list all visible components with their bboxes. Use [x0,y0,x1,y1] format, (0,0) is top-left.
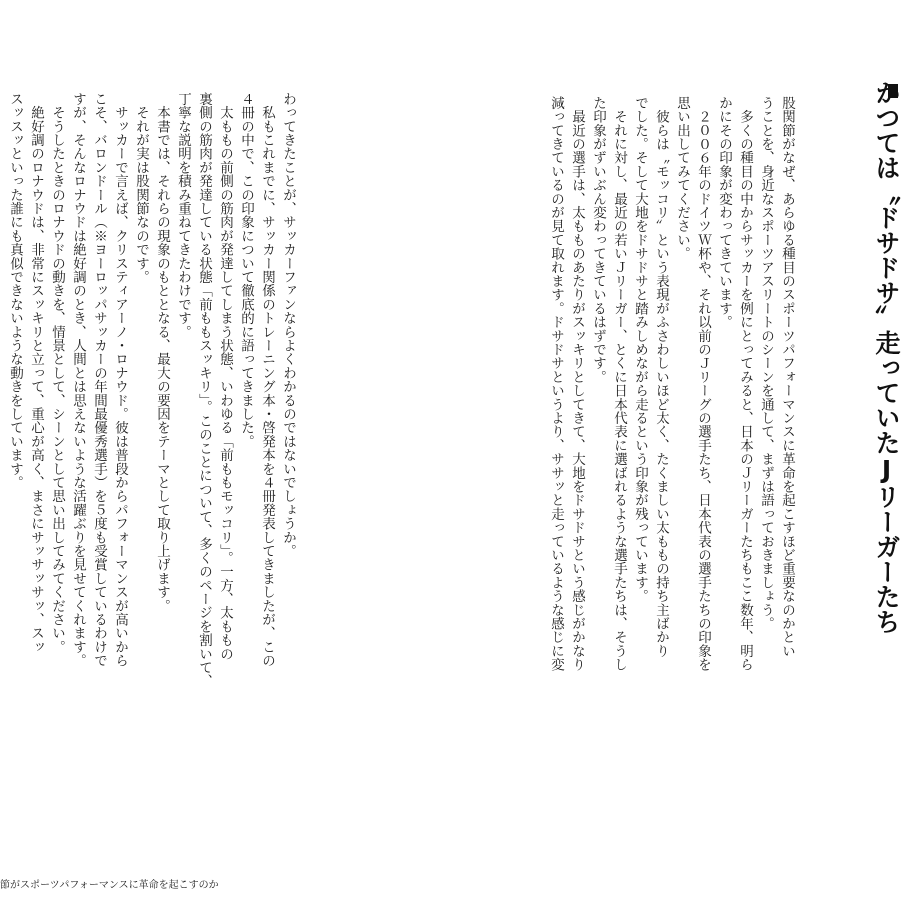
right-page-body [545,96,797,776]
text-line: 股関節がなぜ、あらゆる種目のスポーツパフォーマンスに革命を起こすほど重要なのかとい [779,96,795,658]
text-line: スッスッといった誰にも真似できないような動きをしています。 [7,92,23,490]
text-line: サッカーで言えば、クリスティアーノ・ロナウド。彼は普段からパフォーマンスが高いから [112,92,128,668]
text-line: こそ、バロンドール（※ヨーロッパサッカーの年間最優秀選手）を５度も受賞しているわけで [91,92,107,668]
text-line: すが、そんなロナウドは絶好調のとき、人間とは思えないような活躍ぶりを見せてくれます。 [70,92,86,668]
text-line: 私もこれまでに、サッカー関係のトレーニング本・啓発本を４冊発表してきましたが、この [259,92,275,668]
text-line: 思い出してみてください。 [674,96,690,261]
text-line: 丁寧な説明を積み重ねてきたわけです。 [175,92,191,339]
text-line: それが実は股関節なのです。 [133,92,149,284]
text-line: 減ってきているのが見て取れます。ドサドサというより、ササッと走っているような感じに変 [548,96,564,672]
text-line: 多くの種目の中からサッカーを例にとってみると、日本のＪリーガーたちもここ数年、明ら [737,96,753,672]
text-line: うことを、身近なスポーツアスリートのシーンを通して、まずは語っておきましょう。 [758,96,774,631]
text-line: 裏側の筋肉が発達している状態「前ももスッキリ」。このことについて、多くのページを割いて、 [196,92,212,689]
running-footer-title: 節がスポーツパフォーマンスに革命を起こすのか [0,880,219,891]
text-line: わってきたことが、サッカーファンならよくわかるのではないでしょうか。 [280,92,296,558]
text-line: それに対し、最近の若いＪリーガー、とくに日本代表に選ばれるような選手たちは、そうし [611,96,627,672]
text-line: 本書では、それらの現象のもととなる、最大の要因をテーマとして取り上げます。 [154,92,170,613]
left-page-body [4,92,298,772]
text-line: た印象がずいぶん変わってきているはずです。 [590,96,606,384]
text-line: そうしたときのロナウドの動きを、情景として、シーンとして思い出してみてください。 [49,92,65,654]
text-line: かにその印象が変わってきています。 [716,96,732,329]
text-line: 絶好調のロナウドは、非常にスッキリと立って、重心が高く、まさにサッサッサッ、スッ [28,92,44,654]
text-line: ２００６年のドイツＷ杯や、それ以前のＪリーグの選手たち、日本代表の選手たちの印象を [695,96,711,672]
text-line: 太ももの前側の筋肉が発達してしまう状態、いわゆる「前ももモッコリ」。一方、太ももの [217,92,233,661]
text-line: 最近の選手は、太もものあたりがスッキリとしてきて、大地をドサドサという感じがかなり [569,96,585,672]
section-heading: かつては〝ドサドサ〟走っていたJリーガーたち [872,80,901,634]
text-line: ４冊の中で、この印象について徹底的に語ってきました。 [238,92,254,449]
text-line: でした。そして大地をドサドサと踏みしめながら走るという印象が残っています。 [632,96,648,603]
text-line: 彼らは〝モッコリ〟という表現がふさわしいほど太く、たくましい太ももの持ち主ばかり [653,96,669,658]
